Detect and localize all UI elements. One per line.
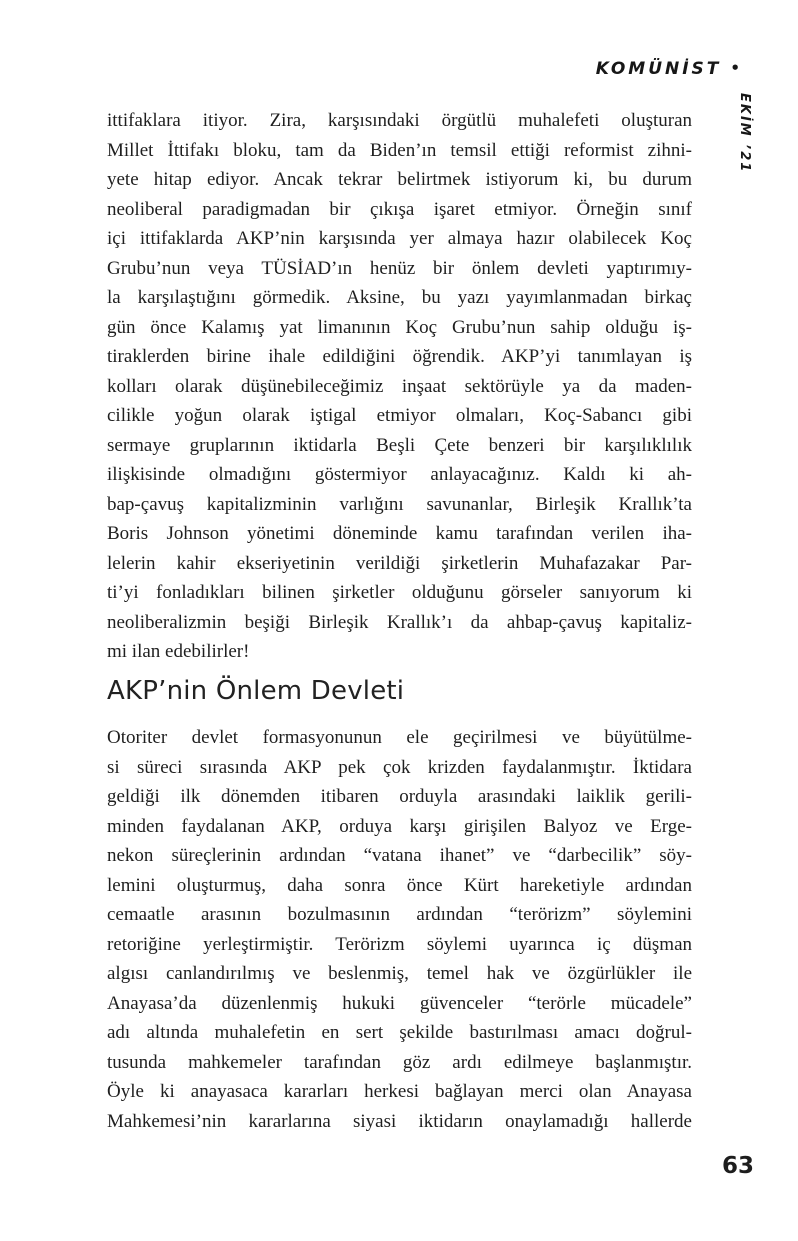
text-line: ittifaklara itiyor. Zira, karşısındaki örgütlü muhalefeti oluşturan [107,110,692,131]
text-line: bap-çavuş kapitalizminin varlığını savunanlar, Birleşik Krallık’ta [107,493,692,515]
text-line: adı altında muhalefetin en sert şekilde bastırılması amacı doğrul- [107,1022,692,1043]
text-line: ilişkisinde olmadığını göstermiyor anlayacağınız. Kaldı ki ah- [107,464,692,485]
text-line: si süreci sırasında AKP pek çok krizden faydalanmıştır. İktidara [107,756,692,778]
paragraph-1 [107,106,692,667]
masthead-bullet-icon: • [730,59,740,77]
text-line: algısı canlandırılmış ve beslenmiş, temel hak ve özgürlükler ile [107,963,692,984]
text-line: tusunda mahkemeler tarafından göz ardı edilmeye başlanmıştır. [107,1051,692,1073]
text-line: Öyle ki anayasaca kararları herkesi bağlayan merci olan Anayasa [107,1081,692,1102]
masthead [596,59,740,79]
text-line: gün önce Kalamış yat limanının Koç Grubu’nun sahip olduğu iş- [107,316,692,338]
text-line: Grubu’nun veya TÜSİAD’ın henüz bir önlem devleti yaptırımıy- [107,257,692,279]
paragraph-2 [107,723,692,1136]
text-line: cilikle yoğun olarak iştigal etmiyor olmaları, Koç-Sabancı gibi [107,405,692,426]
text-line: neoliberalizmin beşiği Birleşik Krallık’ı da ahbap-çavuş kapitaliz- [107,611,692,633]
text-line: mi ilan edebilirler! [107,641,250,662]
section-heading: AKP’nin Önlem Devleti [107,676,405,706]
text-line: içi ittifaklarda AKP’nin karşısında yer almaya hazır olabilecek Koç [107,228,692,249]
text-line: minden faydalanan AKP, orduya karşı girişilen Balyoz ve Erge- [107,815,692,837]
page-number: 63 [721,1153,754,1179]
text-line: la karşılaştığını görmedik. Aksine, bu yazı yayımlanmadan birkaç [107,287,692,308]
text-line: geldiği ilk dönemden itibaren orduyla arasındaki laiklik gerili- [107,786,692,807]
text-line: Otoriter devlet formasyonunun ele geçirilmesi ve büyütülme- [107,727,692,748]
text-line: retoriğine yerleştirmiştir. Terörizm söylemi uyarınca iç düşman [107,933,692,955]
text-line: Anayasa’da düzenlenmiş hukuki güvenceler “terörle mücadele” [107,992,692,1014]
text-line: kolları olarak düşünebileceğimiz inşaat sektörüyle ya da maden- [107,375,692,397]
text-line: neoliberal paradigmadan bir çıkışa işaret etmiyor. Örneğin sınıf [107,198,692,220]
text-line: Boris Johnson yönetimi döneminde kamu tarafından verilen iha- [107,523,692,544]
text-line: lemini oluşturmuş, daha sonra önce Kürt hareketiyle ardından [107,874,692,896]
text-line: sermaye gruplarının iktidarla Beşli Çete benzeri bir karşılıklılık [107,434,692,456]
issue-label: EKİM ’21 [737,93,752,174]
text-line: ti’yi fonladıkları bilinen şirketler olduğunu görseler sanıyorum ki [107,582,692,603]
text-line: Millet İttifakı bloku, tam da Biden’ın temsil ettiği reformist zihni- [107,139,692,161]
text-line: lelerin kahir ekseriyetinin verildiği şirketlerin Muhafazakar Par- [107,552,692,574]
text-line: tiraklerden birine ihale edildiğini öğrendik. AKP’yi tanımlayan iş [107,346,692,367]
magazine-title: KOMÜNİST [595,59,722,79]
text-line: yete hitap ediyor. Ancak tekrar belirtmek istiyorum ki, bu durum [107,169,692,190]
text-line: nekon süreçlerinin ardından “vatana ihanet” ve “darbecilik” söy- [107,845,692,866]
text-line: Mahkemesi’nin kararlarına siyasi iktidarın onaylamadığı hallerde [107,1110,692,1132]
text-line: cemaatle arasının bozulmasının ardından “terörizm” söylemini [107,904,692,925]
